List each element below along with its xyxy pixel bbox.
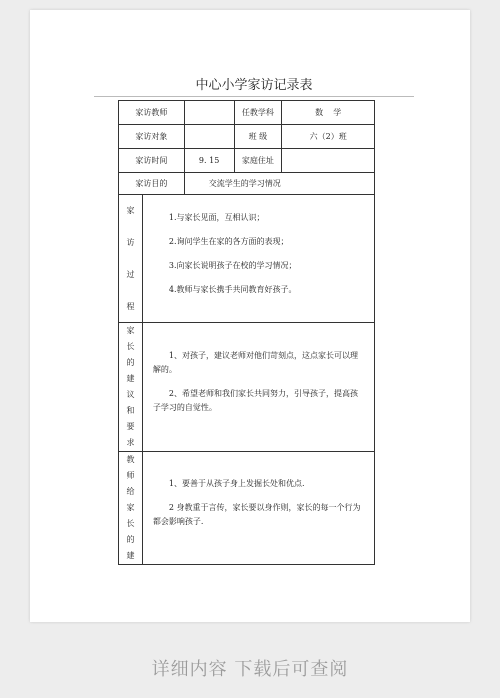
vertical-label-char: 长 [126, 519, 135, 528]
class-value: 六（2）班 [282, 125, 375, 149]
row-time [119, 149, 375, 173]
footer-download-note: 详细内容 下载后可查阅 [151, 659, 349, 680]
detail-table [118, 194, 375, 565]
content-item: 1、对孩子，建议老师对他们苛刻点，这点家长可以理解的。 [152, 351, 359, 374]
vertical-label-char: 的 [126, 535, 135, 544]
class-label: 班 级 [234, 125, 282, 149]
vertical-label-char: 和 [126, 406, 135, 415]
teacher-advice-content [142, 452, 374, 565]
purpose-value: 交流学生的学习情况 [184, 173, 374, 195]
teacher-label: 家访教师 [119, 101, 185, 125]
vertical-label-char: 家 [126, 326, 135, 335]
row-parent-advice [119, 323, 375, 452]
address-value [282, 149, 375, 173]
content-item: 1.与家长见面，互相认识； [168, 212, 265, 222]
content-item: 2.询问学生在家的各方面的表现； [168, 236, 289, 246]
vertical-label-char: 建 [126, 374, 135, 383]
vertical-label-char: 过 [126, 269, 135, 279]
content-item: 4.教师与家长携手共同教育好孩子。 [168, 284, 297, 294]
vertical-label-char: 要 [126, 422, 135, 431]
row-process [119, 195, 375, 323]
teacher-value [184, 101, 234, 125]
vertical-label-char: 建 [126, 551, 135, 560]
address-label: 家庭住址 [234, 149, 282, 173]
vertical-label-char: 程 [126, 301, 135, 311]
vertical-label-char: 访 [126, 237, 135, 247]
process-label [119, 195, 143, 323]
vertical-label-char: 给 [126, 487, 135, 496]
subject-value: 数 学 [282, 101, 375, 125]
time-label: 家访时间 [119, 149, 185, 173]
content-item: 1、要善于从孩子身上发掘长处和优点. [168, 479, 305, 488]
row-target [119, 125, 375, 149]
row-teacher [119, 101, 375, 125]
row-teacher-advice [119, 452, 375, 565]
process-content [142, 195, 374, 323]
target-value [184, 125, 234, 149]
target-label: 家访对象 [119, 125, 185, 149]
title-bar [94, 74, 414, 97]
content-item: 2 身教重于言传，家长要以身作则，家长的每一个行为都会影响孩子. [152, 503, 361, 526]
vertical-label-char: 求 [126, 438, 135, 447]
purpose-label: 家访目的 [119, 173, 185, 195]
visit-record-table [118, 100, 375, 195]
subject-label: 任教学科 [234, 101, 282, 125]
parent-advice-label [119, 323, 143, 452]
teacher-advice-label [119, 452, 143, 565]
vertical-label-char: 家 [126, 503, 135, 512]
vertical-label-char: 教 [126, 455, 135, 464]
parent-advice-content [142, 323, 374, 452]
vertical-label-char: 议 [126, 390, 135, 399]
content-item: 3.向家长说明孩子在校的学习情况； [168, 260, 297, 270]
row-purpose [119, 173, 375, 195]
vertical-label-char: 家 [126, 205, 135, 215]
vertical-label-char: 长 [126, 342, 135, 351]
vertical-label-char: 师 [126, 471, 135, 480]
vertical-label-char: 的 [126, 358, 135, 367]
content-item: 2、希望老师和我们家长共同努力，引导孩子，提高孩子学习的自觉性。 [152, 389, 359, 412]
time-value: 9. 15 [184, 149, 234, 173]
document-title: 中心小学家访记录表 [195, 78, 313, 93]
